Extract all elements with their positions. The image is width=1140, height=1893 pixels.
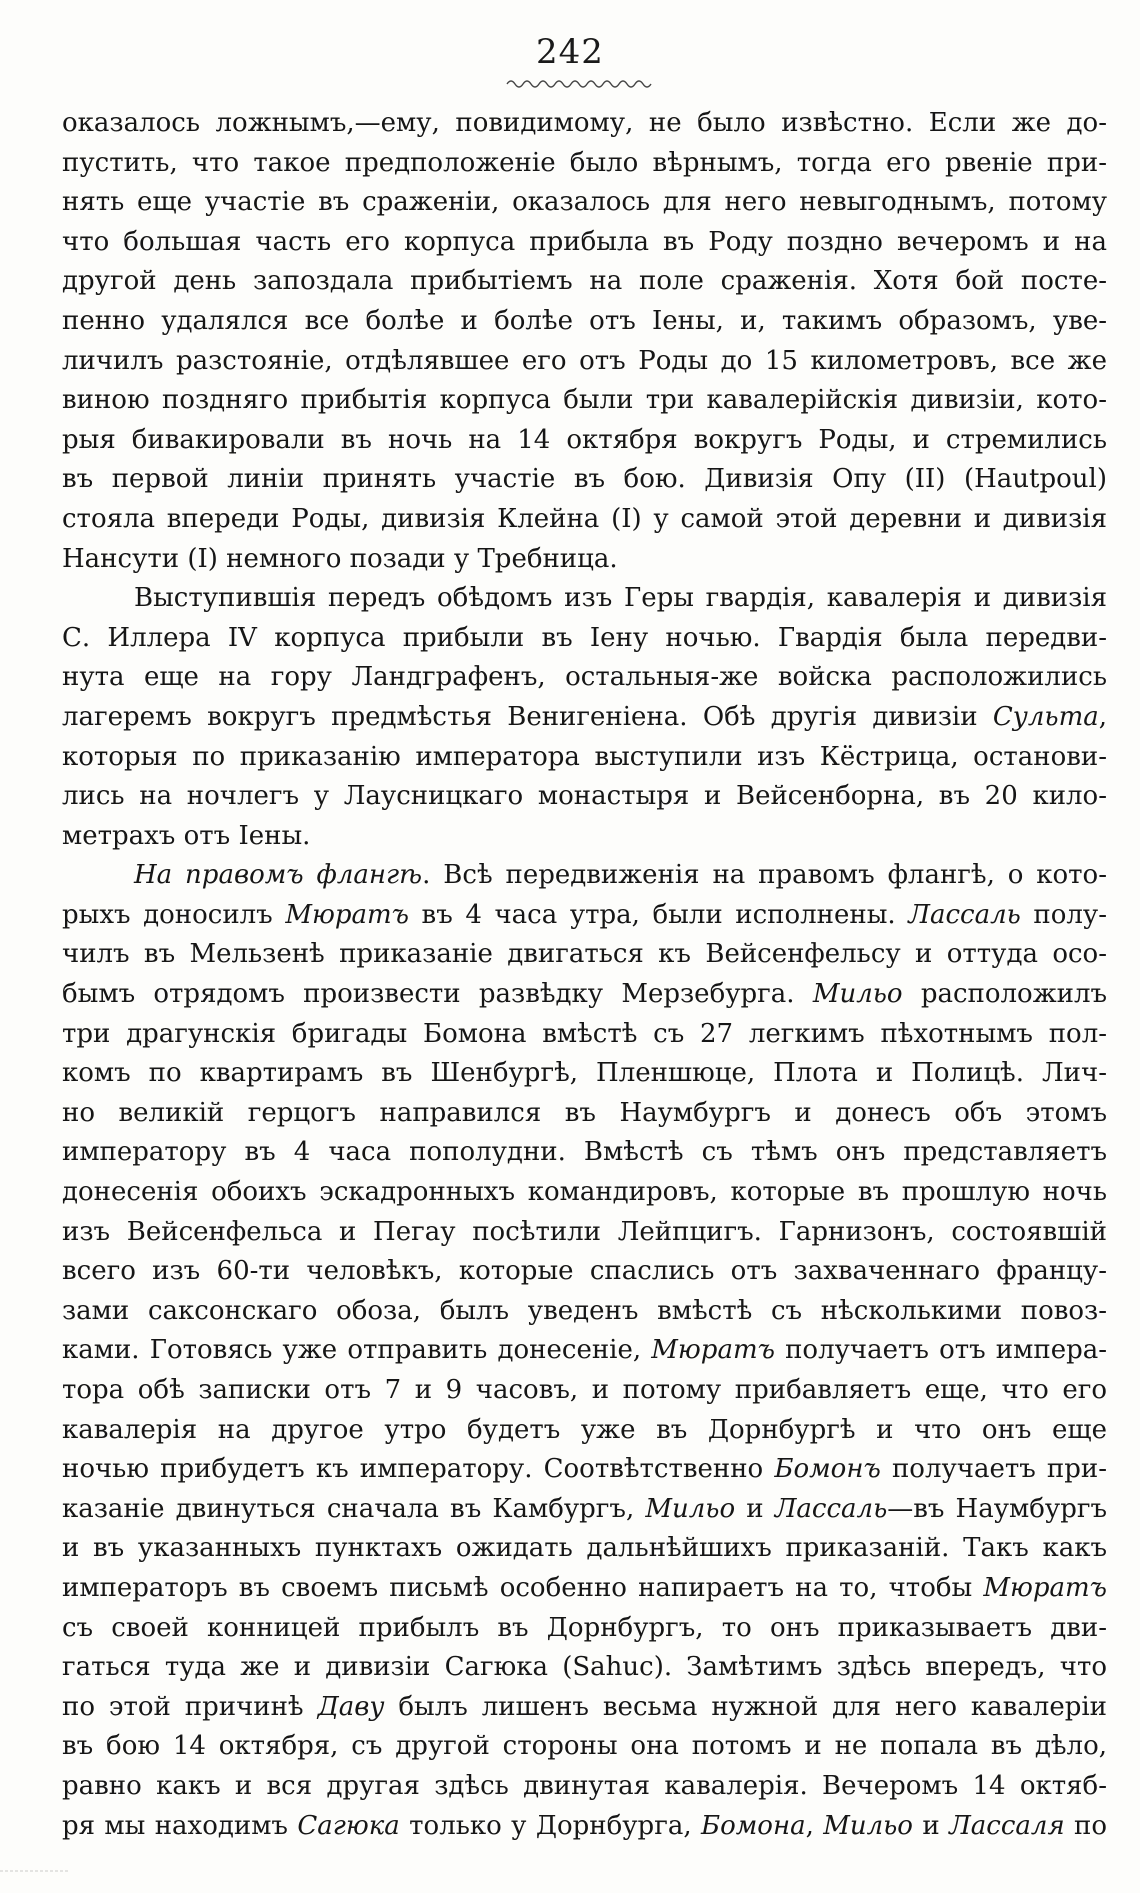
text-segment: пустить, что такое предположеніе было вѣрнымъ, тогда его рвеніе при- xyxy=(62,147,1107,178)
italic-name: Лассаль xyxy=(908,899,1021,930)
text-segment: ночью прибудетъ къ императору. Соотвѣтственно xyxy=(62,1454,775,1485)
text-segment: . Всѣ передвиженія на правомъ флангѣ, о кото- xyxy=(422,860,1107,891)
text-line xyxy=(62,1609,1107,1649)
text-segment: и xyxy=(735,1493,775,1524)
text-line xyxy=(62,777,1107,817)
text-line xyxy=(62,738,1107,778)
text-segment: , xyxy=(1098,701,1107,732)
text-segment: три драгунскія бригады Бомона вмѣстѣ съ 27 легкимъ пѣхотнымъ пол- xyxy=(62,1018,1107,1049)
italic-name: На правомъ флангѣ xyxy=(134,860,423,891)
italic-name: Мильо xyxy=(823,1810,913,1841)
text-line xyxy=(62,1252,1107,1292)
text-line xyxy=(62,144,1107,184)
text-segment: рыхъ доносилъ xyxy=(62,899,286,930)
text-segment: бымъ отрядомъ произвести развѣдку Мерзебурга. xyxy=(62,979,813,1010)
text-line xyxy=(62,619,1107,659)
text-line xyxy=(62,1133,1107,1173)
text-segment: кавалерія на другое утро будетъ уже въ Дорнбургѣ и что онъ еще xyxy=(62,1414,1107,1445)
text-line xyxy=(62,975,1107,1015)
italic-name: Лассаля xyxy=(949,1810,1065,1841)
text-line xyxy=(62,342,1107,382)
text-segment: ря мы находимъ xyxy=(62,1810,298,1841)
text-line xyxy=(62,1331,1107,1371)
text-segment: лагеремъ вокругъ предмѣстья Венигеніена. Обѣ другія дивизіи xyxy=(62,701,993,732)
text-line xyxy=(62,183,1107,223)
text-segment: С. Иллера IV корпуса прибыли въ Іену ночью. Гвардія была передви- xyxy=(62,622,1107,653)
text-segment: стояла впереди Роды, дивизія Клейна (I) у самой этой деревни и дивизія xyxy=(62,503,1107,534)
text-line xyxy=(62,896,1107,936)
text-line xyxy=(62,935,1107,975)
scan-edge-mark xyxy=(0,1868,70,1874)
text-segment: въ первой линіи принять участіе въ бою. Дивизія Опу (II) (Hautpoul) xyxy=(62,464,1107,495)
italic-name: Мюратъ xyxy=(983,1572,1107,1603)
text-segment: , xyxy=(805,1810,824,1841)
text-line xyxy=(62,658,1107,698)
text-segment: полу- xyxy=(1020,899,1107,930)
text-segment: расположилъ xyxy=(902,979,1107,1010)
text-segment: тора обѣ записки отъ 7 и 9 часовъ, и потому прибавляетъ еще, что его xyxy=(62,1375,1107,1405)
italic-name: Мильо xyxy=(645,1493,736,1524)
text-segment: другой день запоздала прибытіемъ на поле сраженія. Хотя бой посте- xyxy=(62,266,1107,297)
text-segment: оказалось ложнымъ,—ему, повидимому, не было извѣстно. Если же до- xyxy=(62,108,1107,138)
page-number: 242 xyxy=(536,32,604,72)
text-segment: гаться туда же и дивизіи Сагюка (Sahuc). Замѣтимъ здѣсь впередъ, что xyxy=(62,1652,1107,1683)
text-line xyxy=(62,1094,1107,1134)
italic-name: Сагюка xyxy=(297,1810,400,1841)
text-line xyxy=(62,1648,1107,1688)
text-segment: только у Дорнбурга, xyxy=(399,1810,701,1841)
text-segment: что большая часть его корпуса прибыла въ Роду поздно вечеромъ и на xyxy=(62,226,1107,257)
text-segment: лись на ночлегъ у Лаусницкаго монастыря и Вейсенборна, въ 20 кило- xyxy=(62,781,1107,812)
text-line xyxy=(62,1529,1107,1569)
text-segment: нять еще участіе въ сраженіи, оказалось для него невыгоднымъ, потому xyxy=(62,187,1107,218)
text-line xyxy=(62,856,1107,896)
text-line xyxy=(62,262,1107,302)
text-segment: метрахъ отъ Іены. xyxy=(62,820,311,851)
text-line xyxy=(62,1411,1107,1451)
text-segment: которыя по приказанію императора выступили изъ Кёстрица, останови- xyxy=(62,741,1107,772)
text-line xyxy=(62,1213,1107,1253)
text-segment: пенно удалялся все болѣе и болѣе отъ Іены, и, такимъ образомъ, уве- xyxy=(62,305,1107,336)
text-line xyxy=(62,1569,1107,1609)
text-segment: личилъ разстояніе, отдѣлявшее его отъ Роды до 15 километровъ, все же xyxy=(62,345,1107,376)
text-segment: получаетъ отъ импера- xyxy=(774,1335,1108,1366)
text-line xyxy=(62,579,1107,619)
italic-name: Бомонъ xyxy=(774,1454,881,1485)
text-segment: изъ Вейсенфельса и Пегау посѣтили Лейпцигъ. Гарнизонъ, состоявшій xyxy=(62,1216,1107,1247)
text-segment: равно какъ и вся другая здѣсь двинутая кавалерія. Вечеромъ 14 октяб- xyxy=(62,1770,1107,1801)
text-segment: Нансути (I) немного позади у Требница. xyxy=(62,543,618,574)
text-segment: и xyxy=(912,1810,950,1841)
text-line xyxy=(62,540,1107,580)
italic-name: Мюратъ xyxy=(651,1335,775,1366)
text-segment: донесенія обоихъ эскадронныхъ командировъ, которые въ прошлую ночь xyxy=(62,1177,1107,1208)
text-segment: получаетъ при- xyxy=(880,1454,1108,1485)
italic-name: Сульта xyxy=(992,701,1099,732)
text-line xyxy=(62,1450,1107,1490)
text-segment: былъ лишенъ весьма нужной для него кавалеріи xyxy=(384,1691,1107,1722)
italic-name: Мильо xyxy=(812,979,903,1010)
text-segment: казаніе двинуться сначала въ Камбургъ, xyxy=(62,1493,646,1524)
text-line xyxy=(62,1054,1107,1094)
text-segment: нута еще на гору Ландграфенъ, остальныя-же войска расположились xyxy=(62,662,1107,693)
text-segment: Выступившія передъ обѣдомъ изъ Геры гвардія, кавалерія и дивизія xyxy=(134,583,1107,614)
text-segment: чилъ въ Мельзенѣ приказаніе двигаться къ Вейсенфельсу и оттуда осо- xyxy=(62,939,1107,970)
text-line xyxy=(62,817,1107,857)
text-line xyxy=(62,381,1107,421)
text-line xyxy=(62,1767,1107,1807)
text-line xyxy=(62,302,1107,342)
italic-name: Даву xyxy=(317,1691,385,1722)
text-line xyxy=(62,223,1107,263)
text-line xyxy=(62,460,1107,500)
text-segment: комъ по квартирамъ въ Шенбургѣ, Пленшюце, Плота и Полицѣ. Лич- xyxy=(62,1058,1107,1089)
text-line xyxy=(62,1688,1107,1728)
text-line xyxy=(62,698,1107,738)
text-line xyxy=(62,1015,1107,1055)
text-segment: императоръ въ своемъ письмѣ особенно напираетъ на то, чтобы xyxy=(62,1572,984,1603)
text-segment: въ бою 14 октября, съ другой стороны она потомъ и не попала въ дѣло, xyxy=(62,1731,1107,1762)
text-line xyxy=(62,1807,1107,1847)
italic-name: Лассаль xyxy=(774,1493,888,1524)
text-line xyxy=(62,1490,1107,1530)
text-segment: съ своей конницей прибылъ въ Дорнбургъ, то онъ приказываетъ дви- xyxy=(62,1612,1107,1643)
text-segment: въ 4 часа утра, были исполнены. xyxy=(408,899,909,930)
text-line xyxy=(62,421,1107,461)
text-line xyxy=(62,1371,1107,1411)
text-segment: по xyxy=(1064,1810,1108,1841)
italic-name: Бомона xyxy=(700,1810,806,1841)
text-line xyxy=(62,1292,1107,1332)
text-segment: рыя бивакировали въ ночь на 14 октября вокругъ Роды, и стремились xyxy=(62,424,1107,455)
decorative-wavy-rule xyxy=(505,76,657,90)
body-text xyxy=(62,104,1107,1846)
text-segment: —въ Наумбургъ xyxy=(887,1493,1107,1524)
text-segment: ками. Готовясь уже отправить донесеніе, xyxy=(62,1335,652,1366)
text-line xyxy=(62,1727,1107,1767)
text-segment: зами саксонскаго обоза, былъ уведенъ вмѣстѣ съ нѣсколькими повоз- xyxy=(62,1295,1107,1326)
italic-name: Мюратъ xyxy=(285,899,409,930)
text-line xyxy=(62,500,1107,540)
text-segment: всего изъ 60-ти человѣкъ, которые спаслись отъ захваченнаго францу- xyxy=(62,1256,1107,1287)
text-line xyxy=(62,104,1107,144)
text-segment: и въ указанныхъ пунктахъ ожидать дальнѣйшихъ приказаній. Такъ какъ xyxy=(62,1533,1107,1564)
text-segment: но великій герцогъ направился въ Наумбургъ и донесъ объ этомъ xyxy=(62,1097,1107,1128)
text-segment: виною поздняго прибытія корпуса были три кавалерійскія дивизіи, кото- xyxy=(62,385,1107,416)
text-segment: по этой причинѣ xyxy=(62,1691,318,1722)
text-segment: императору въ 4 часа пополудни. Вмѣстѣ съ тѣмъ онъ представляетъ xyxy=(62,1137,1107,1168)
text-line xyxy=(62,1173,1107,1213)
